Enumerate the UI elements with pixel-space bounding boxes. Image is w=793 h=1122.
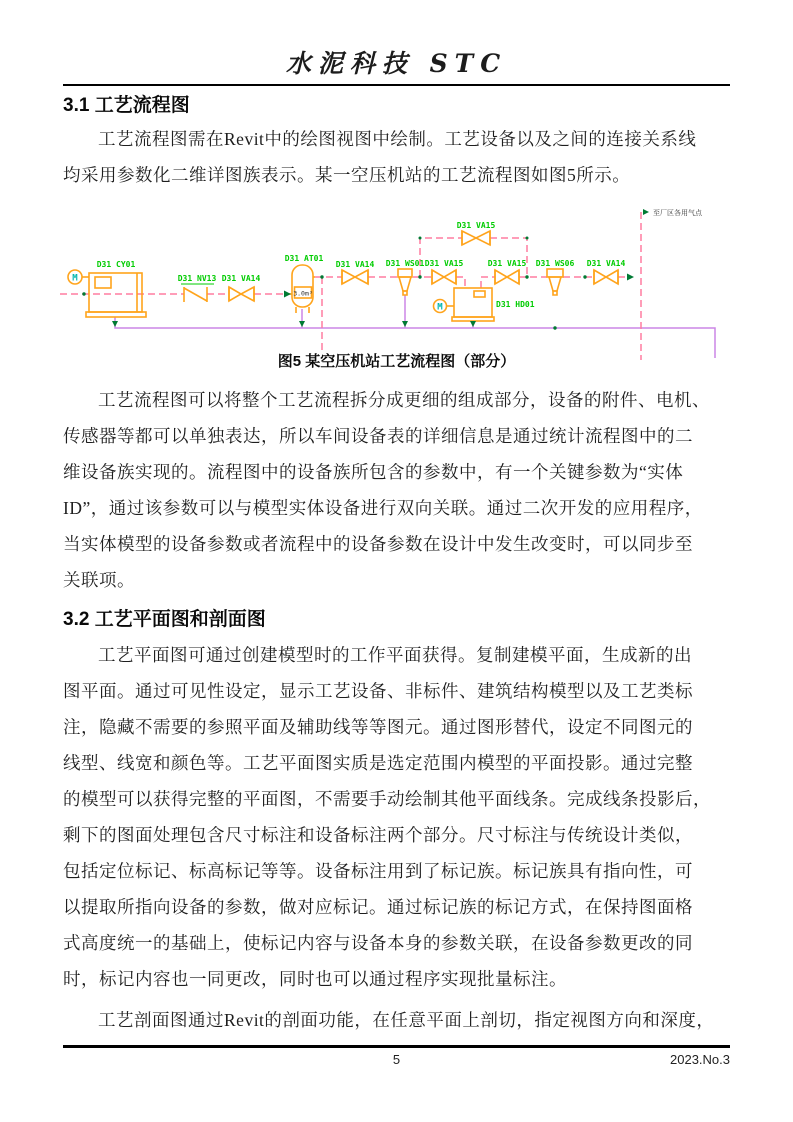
label-check-valve: D31 NV13 — [177, 274, 217, 283]
label-dryer-outlet-valve: D31 VA15 — [487, 259, 527, 268]
page-number: 5 — [392, 1052, 401, 1067]
paragraph-plan-section — [63, 637, 731, 997]
section-heading-3-1: 3.1 工艺流程图 — [63, 95, 190, 116]
label-tank-outlet-valve: D31 VA14 — [335, 260, 375, 269]
text-line: ID”，通过该参数可以与模型实体设备进行双向关联。通过二次开发的应用程序， — [63, 498, 703, 518]
label-separator2: D31 WS06 — [535, 259, 575, 268]
text-line: 剩下的图面处理包含尺寸标注和设备标注两个部分。尺寸标注与传统设计类似， — [63, 825, 693, 845]
figure-caption: 图5 某空压机站工艺流程图（部分） — [277, 353, 516, 370]
dryer-inlet-valve-symbol — [432, 270, 456, 284]
drain-arrow — [112, 321, 118, 327]
text-line: 注，隐藏不需要的参照平面及辅助线等等图元。通过图形替代，设定不同图元的 — [63, 717, 693, 737]
drain-piping — [115, 295, 715, 358]
section-heading-3-2: 3.2 工艺平面图和剖面图 — [63, 609, 266, 630]
text-line: 工艺流程图可以将整个工艺流程拆分成更细的组成部分，设备的附件、电机、 — [98, 390, 710, 410]
motor-label: M — [72, 273, 78, 284]
text-line: 时，标记内容也一同更改，同时也可以通过程序实现批量标注。 — [63, 969, 567, 989]
label-compressor: D31 CY01 — [96, 260, 136, 269]
text-line: 当实体模型的设备参数或者流程中的设备参数在设计中发生改变时，可以同步至 — [63, 534, 693, 554]
outlet-valve-symbol — [594, 270, 618, 284]
dryer-symbol — [434, 288, 495, 321]
process-flow-diagram — [57, 203, 747, 363]
tank-volume-label: 3.0m³ — [293, 289, 313, 298]
label-inlet-valve: D31 VA14 — [221, 274, 261, 283]
text-line: 关联项。 — [63, 570, 135, 590]
destination-note: 至厂区各用气点 — [653, 209, 702, 217]
flow-arrow — [643, 209, 649, 215]
text-line: 以提取所指向设备的参数，做对应标记。通过标记族的标记方式，在保持图面格 — [63, 897, 693, 917]
drain-arrow — [402, 321, 408, 327]
text-line: 传感器等都可以单独表达，所以车间设备表的详细信息是通过统计流程图中的二 — [63, 426, 693, 446]
text-line: 的模型可以获得完整的平面图，不需要手动绘制其他平面线条。完成线条投影后， — [63, 789, 711, 809]
label-outlet-valve: D31 VA14 — [586, 259, 626, 268]
air-tank-symbol — [289, 265, 315, 313]
flow-piping — [60, 212, 641, 360]
motor-label: M — [437, 302, 443, 313]
text-line: 工艺流程图需在Revit中的绘图视图中绘制。工艺设备以及之间的连接关系线 — [98, 129, 697, 149]
flow-arrow — [627, 274, 634, 281]
text-line: 工艺剖面图通过Revit的剖面功能，在任意平面上剖切，指定视图方向和深度， — [98, 1010, 715, 1030]
text-line: 包括定位标记、标高标记等等。设备标注用到了标记族。标记族具有指向性，可 — [63, 861, 693, 881]
bypass-valve-symbol — [462, 231, 490, 245]
journal-title: 水泥科技 STC — [285, 49, 508, 78]
separator1-symbol — [398, 269, 412, 295]
label-tank: D31 AT01 — [284, 254, 324, 263]
label-separator1: D31 WS01 — [385, 259, 425, 268]
issue-number: 2023.No.3 — [670, 1052, 730, 1067]
tank-outlet-valve-symbol — [342, 270, 368, 284]
inlet-valve-symbol — [229, 287, 254, 301]
label-dryer: D31 HD01 — [496, 300, 535, 309]
dryer-outlet-valve-symbol — [495, 270, 519, 284]
text-line: 线型、线宽和颜色等。工艺平面图实质是选定范围内模型的平面投影。通过完整 — [63, 753, 693, 773]
check-valve-symbol — [184, 287, 207, 302]
label-bypass-valve: D31 VA15 — [456, 221, 496, 230]
footer-rule — [63, 1045, 730, 1048]
paragraph-intro — [63, 121, 731, 193]
label-dryer-inlet-valve: D31 VA15 — [424, 259, 464, 268]
junction-markers — [82, 209, 649, 330]
drain-arrow — [299, 321, 305, 327]
text-line: 维设备族实现的。流程图中的设备族所包含的参数中，有一个关键参数为“实体 — [63, 462, 684, 482]
text-line: 图平面。通过可见性设定，显示工艺设备、非标件、建筑结构模型以及工艺类标 — [63, 681, 693, 701]
header-rule — [63, 84, 730, 86]
text-line: 均采用参数化二维详图族表示。某一空压机站的工艺流程图如图5所示。 — [63, 165, 631, 185]
paragraph-discussion — [63, 382, 731, 598]
paragraph-section-view — [63, 1002, 731, 1038]
drain-arrow — [470, 321, 476, 327]
text-line: 式高度统一的基础上，使标记内容与设备本身的参数关联，在设备参数更改的同 — [63, 933, 693, 953]
flow-arrow — [284, 291, 291, 298]
text-line: 工艺平面图可通过创建模型时的工作平面获得。复制建模平面，生成新的出 — [98, 645, 692, 665]
separator2-symbol — [547, 269, 563, 295]
